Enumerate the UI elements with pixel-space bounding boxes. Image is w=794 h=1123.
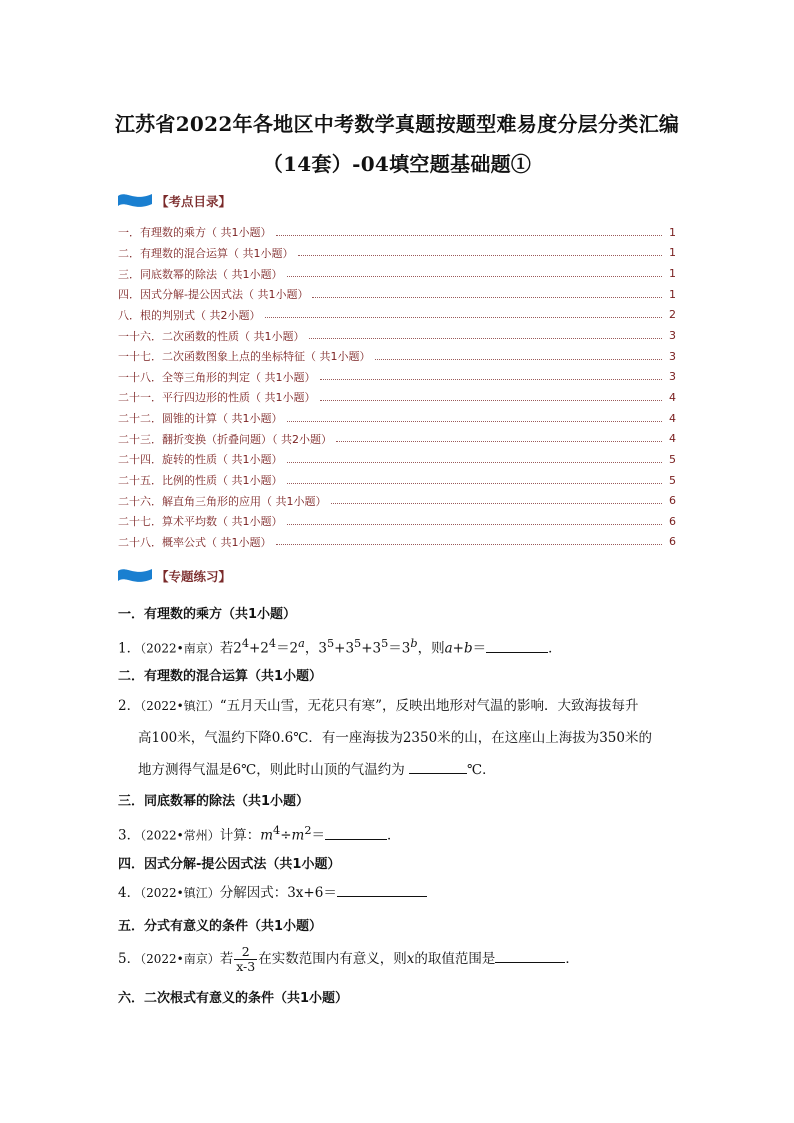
exercise-badge-label: 【专题练习】 (156, 569, 232, 584)
table-of-contents (118, 222, 676, 552)
section-heading: 二．有理数的混合运算（共1小题） (118, 669, 323, 684)
toc-item[interactable]: 一．有理数的乘方（ 共1小题） 1 (118, 225, 676, 240)
section-heading: 六．二次根式有意义的条件（共1小题） (118, 991, 349, 1006)
toc-item[interactable]: 八．根的判别式（ 共2小题） 2 (118, 308, 676, 322)
toc-item[interactable]: 二十五．比例的性质（ 共1小题） 5 (118, 473, 676, 487)
blue-flag-icon (118, 190, 152, 210)
document-title-line2: （14套）-04填空题基础题① (262, 152, 532, 176)
document-title-line1: 江苏省2022年各地区中考数学真题按题型难易度分层分类汇编 (114, 112, 680, 136)
toc-item[interactable]: 二十一．平行四边形的性质（ 共1小题） 4 (118, 390, 676, 405)
question-3: 3．（2022•常州）计算：$m^4\div m^2=$ ． (118, 824, 401, 844)
section-heading: 一．有理数的乘方（共1小题） (118, 607, 297, 622)
toc-item[interactable]: 二十八．概率公式（ 共1小题） 6 (118, 535, 676, 549)
toc-item[interactable]: 一十七．二次函数图象上点的坐标特征（ 共1小题） 3 (118, 349, 676, 364)
answer-blank[interactable] (325, 823, 387, 840)
fraction: $\frac{2}{x-3}$ (236, 944, 256, 974)
blue-flag-icon (118, 565, 152, 585)
section-heading: 四．因式分解-提公因式法（共1小题） (118, 857, 341, 872)
toc-item[interactable]: 二十七．算术平均数（ 共1小题） 6 (118, 514, 676, 529)
answer-blank[interactable] (337, 880, 427, 897)
toc-item[interactable]: 三．同底数幂的除法（ 共1小题） 1 (118, 267, 676, 281)
answer-blank[interactable] (495, 946, 565, 963)
question-5: 5．（2022•南京）若 $\frac{2}{x-3}$ 在实数范围内有意义，则x的取值范围是 ． (118, 944, 579, 974)
toc-item[interactable]: 二．有理数的混合运算（ 共1小题） 1 (118, 246, 676, 260)
toc-item[interactable]: 一十八．全等三角形的判定（ 共1小题） 3 (118, 370, 676, 384)
toc-item[interactable]: 一十六．二次函数的性质（ 共1小题） 3 (118, 329, 676, 343)
section-heading: 五．分式有意义的条件（共1小题） (118, 919, 323, 934)
question-1: 1．（2022•南京）若$2^4+2^4=2^a$，$3^5+3^5+3^5=3^b$，则a+b＝ ． (118, 637, 562, 657)
toc-item[interactable]: 二十六．解直角三角形的应用（ 共1小题） 6 (118, 494, 676, 508)
question-2: 2．（2022•镇江）“五月天山雪，无花只有寒”，反映出地形对气温的影响．大致海拔每升 高100米，气温约下降0.6℃．有一座海拔为2350米的山，在这座山上海拔为350米的 地方测得气温是6℃，则此时山顶的气温约为 ℃． (118, 698, 652, 778)
answer-blank[interactable] (409, 757, 467, 774)
question-4: 4．（2022•镇江）分解因式：3x+6＝ (118, 877, 678, 909)
answer-blank[interactable] (486, 636, 548, 653)
section-heading: 三．同底数幂的除法（共1小题） (118, 794, 310, 809)
toc-item[interactable]: 二十四．旋转的性质（ 共1小题） 5 (118, 452, 676, 467)
toc-item[interactable]: 四．因式分解-提公因式法（ 共1小题） 1 (118, 287, 676, 302)
toc-badge-label: 【考点目录】 (156, 194, 232, 209)
toc-item[interactable]: 二十三．翻折变换（折叠问题）（ 共2小题） 4 (118, 432, 676, 446)
toc-item[interactable]: 二十二．圆锥的计算（ 共1小题） 4 (118, 411, 676, 426)
